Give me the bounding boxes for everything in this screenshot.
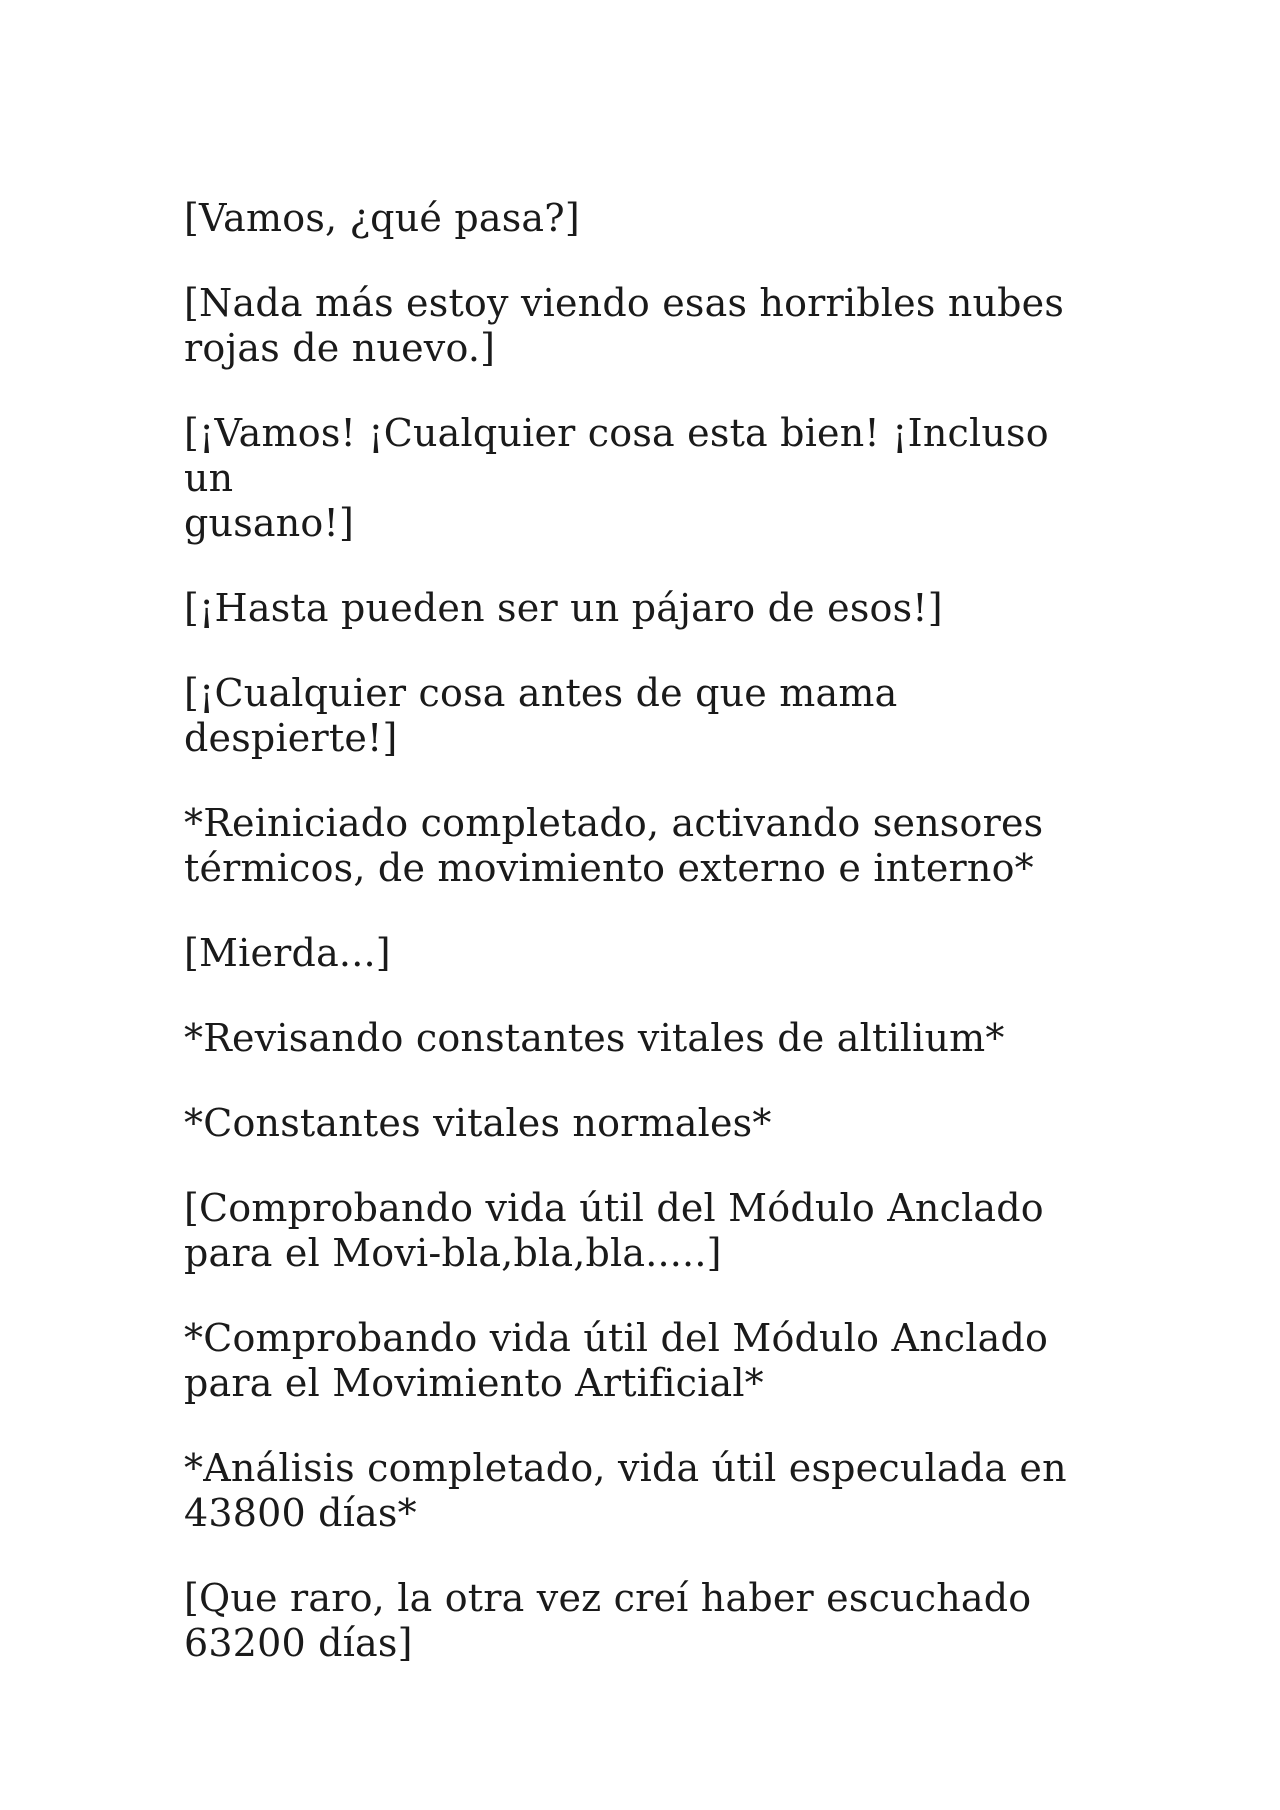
paragraph: [¡Hasta pueden ser un pájaro de esos!]	[184, 586, 943, 630]
paragraph: *Comprobando vida útil del Módulo Anclado para el Movimiento Artificial*	[184, 1316, 1049, 1405]
paragraph: [Mierda...]	[184, 931, 391, 975]
paragraph: [¡Cualquier cosa antes de que mama despierte!]	[184, 671, 898, 760]
paragraph: [Vamos, ¿qué pasa?]	[184, 196, 580, 240]
paragraph: [Nada más estoy viendo esas horribles nubes rojas de nuevo.]	[184, 281, 1065, 370]
paragraph: *Revisando constantes vitales de altilium*	[184, 1016, 1005, 1060]
paragraph: *Constantes vitales normales*	[184, 1101, 772, 1145]
paragraph: [¡Vamos! ¡Cualquier cosa esta bien! ¡Incluso un gusano!]	[184, 411, 1049, 545]
paragraph: *Reiniciado completado, activando sensores térmicos, de movimiento externo e interno*	[184, 801, 1044, 890]
paragraph: [Comprobando vida útil del Módulo Anclado para el Movi-bla,bla,bla.....]	[184, 1186, 1044, 1275]
document-body	[184, 196, 1104, 1706]
paragraph: *Análisis completado, vida útil especulada en 43800 días*	[184, 1446, 1067, 1535]
paragraph: [Que raro, la otra vez creí haber escuchado 63200 días]	[184, 1576, 1032, 1665]
